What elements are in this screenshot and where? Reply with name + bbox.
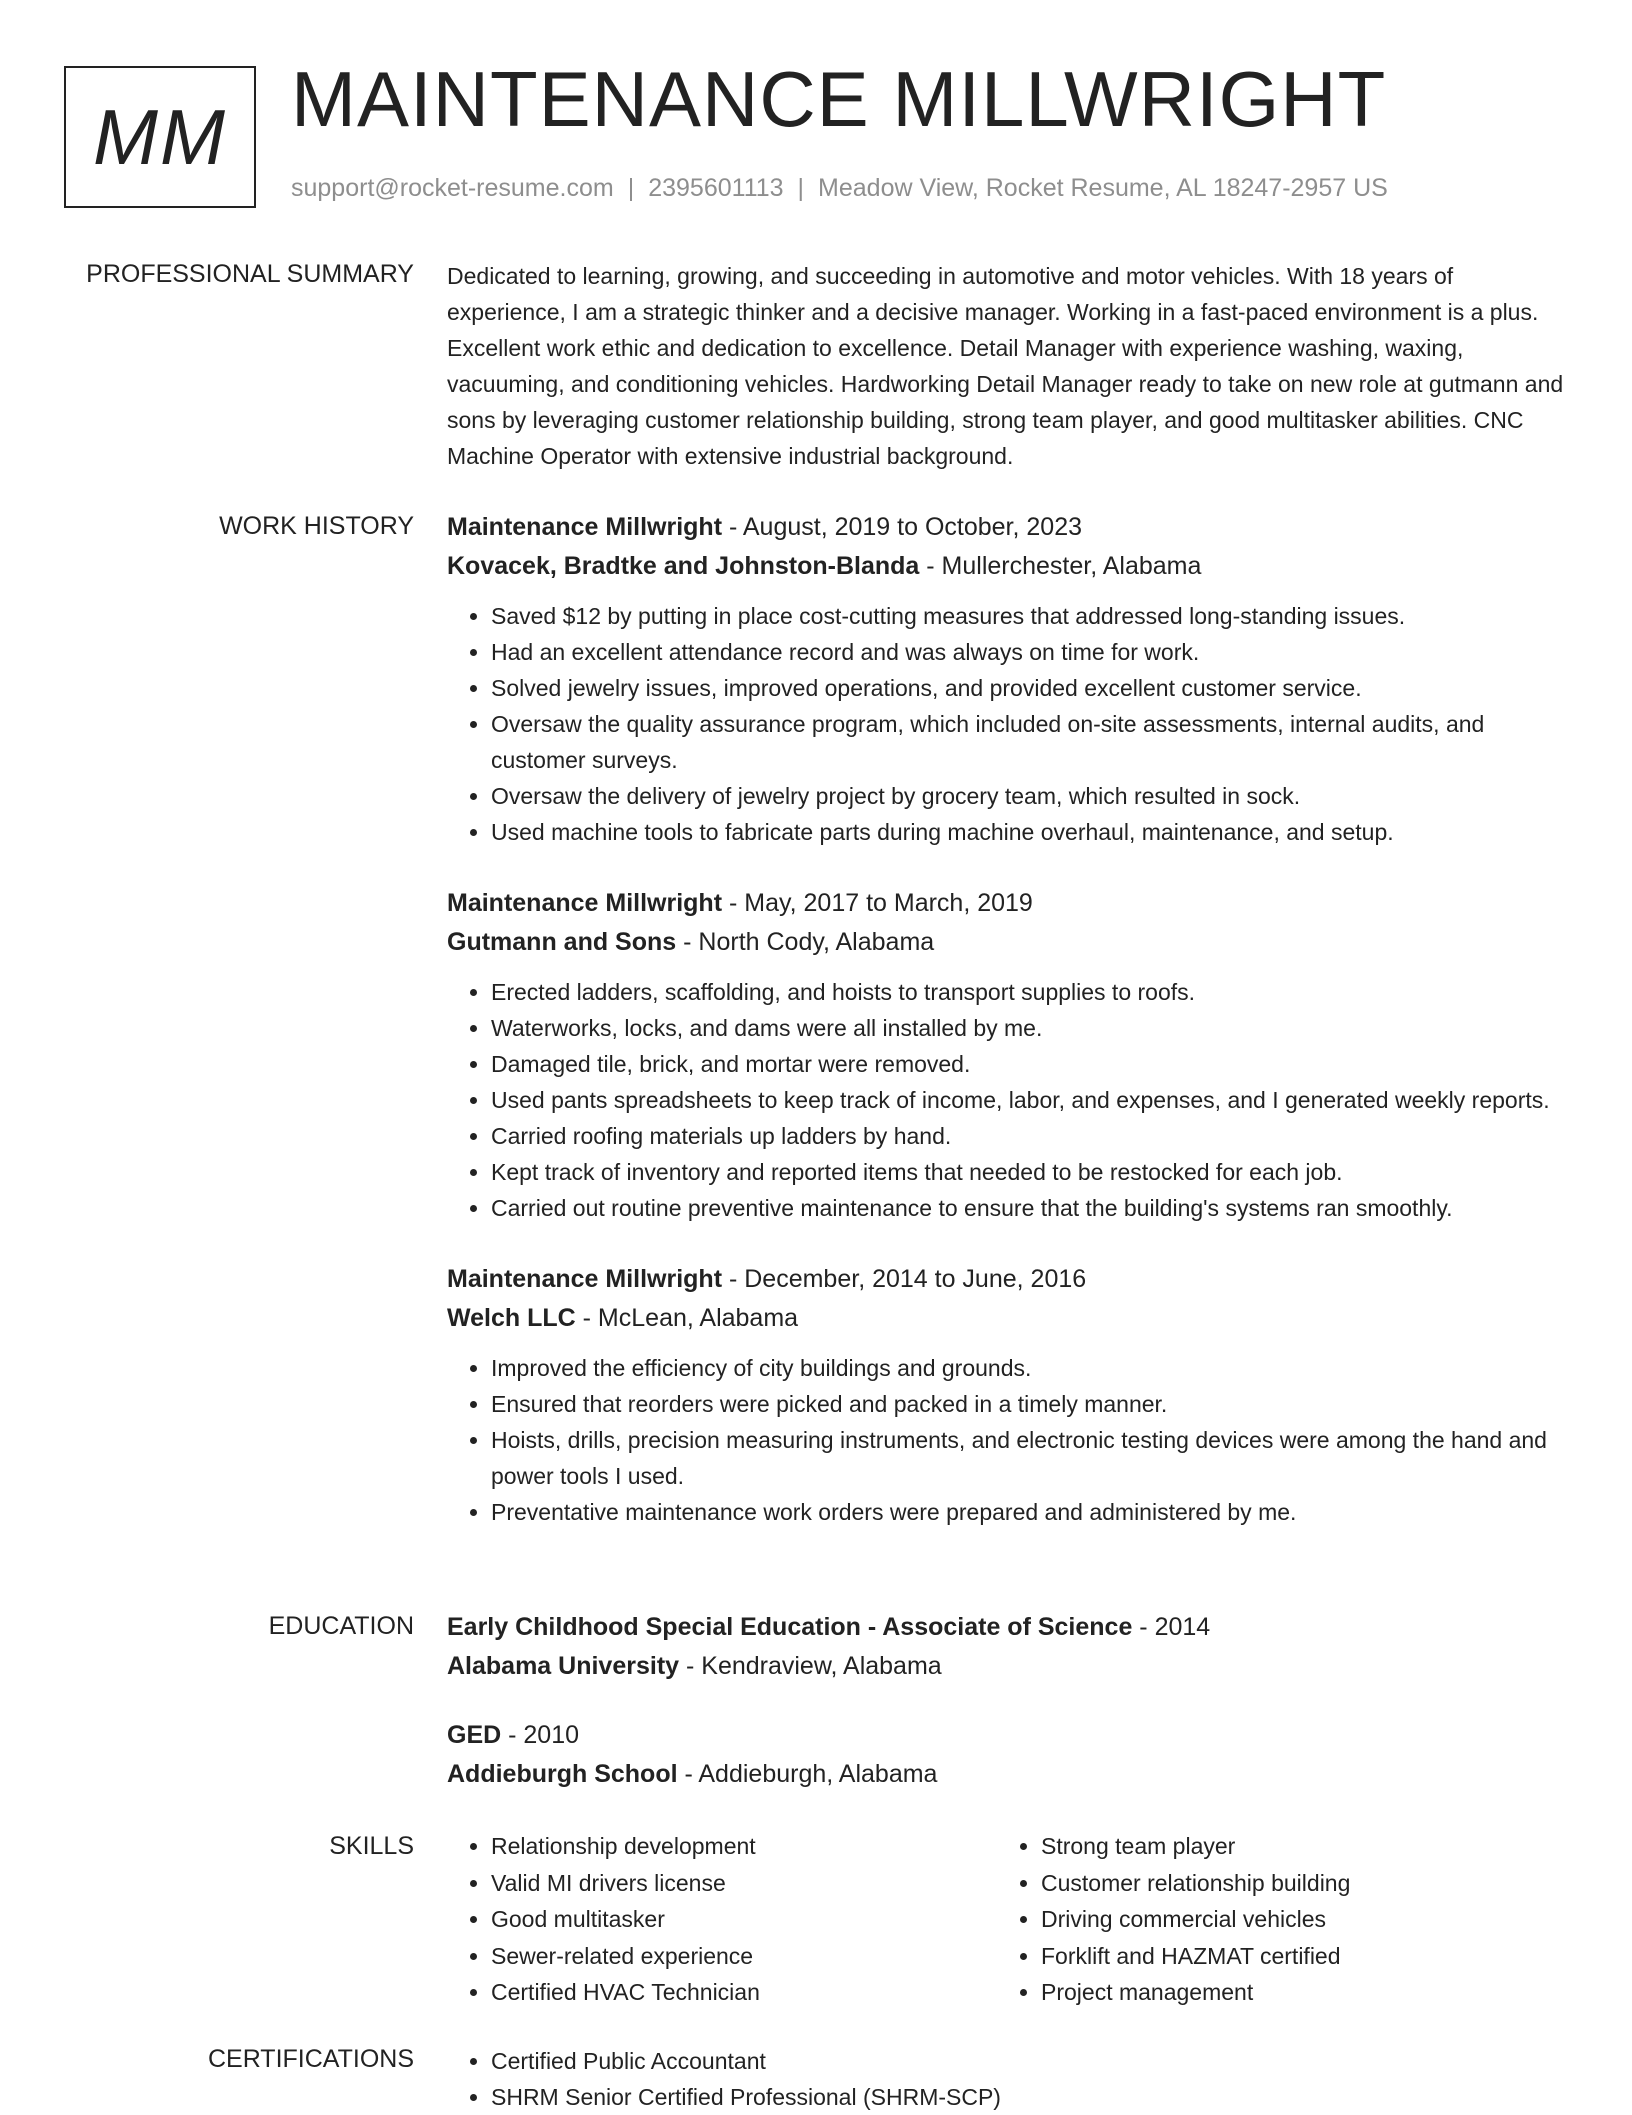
summary-heading: PROFESSIONAL SUMMARY (86, 260, 414, 288)
contact-address: Meadow View, Rocket Resume, AL 18247-2957 US (818, 174, 1388, 202)
job-company-line (447, 923, 1567, 962)
job-bullet: • Erected ladders, scaffolding, and hoists to transport supplies to roofs. (491, 974, 1567, 1010)
job-company: Welch LLC (447, 1304, 576, 1332)
job-bullet: • Hoists, drills, precision measuring instruments, and electronic testing devices were among the hand and power tools I used. (491, 1422, 1567, 1494)
job-company-line (447, 1299, 1567, 1338)
skills-content (447, 1828, 1567, 2011)
job-role: Maintenance Millwright (447, 1265, 723, 1293)
education-degree: GED (447, 1721, 502, 1749)
skill-item: • Driving commercial vehicles (1041, 1901, 1547, 1938)
skills-grid (447, 1828, 1567, 2011)
certifications-heading: CERTIFICATIONS (207, 2045, 414, 2073)
job-bullet: • Carried out routine preventive maintenance to ensure that the building's systems ran smoothly. (491, 1190, 1567, 1226)
certifications-list (447, 2043, 1567, 2115)
education-entry (447, 1716, 1567, 1794)
education-school: Alabama University (447, 1652, 680, 1680)
job-bullets (447, 598, 1567, 850)
job-bullet: • Used machine tools to fabricate parts during machine overhaul, maintenance, and setup. (491, 814, 1567, 850)
job-bullet: • Oversaw the delivery of jewelry project by grocery team, which resulted in sock. (491, 778, 1567, 814)
skill-item: • Customer relationship building (1041, 1865, 1547, 1902)
summary-text: Dedicated to learning, growing, and succeeding in automotive and motor vehicles. With 18 years of experience, I am a strategic thinker and a decisive manager. Working in a fast-paced environment is a plus. Excellent work ethic and dedication to excellence. Detail Manager with experience washing, waxing, vacuuming, and conditioning vehicles. Hardworking Detail Manager ready to take on new role at gutmann and sons by leveraging customer relationship building, strong team player, and good multitasker abilities. CNC Machine Operator with extensive industrial background. (447, 263, 1564, 469)
job-role: Maintenance Millwright (447, 889, 723, 917)
education-location: - Addieburgh, Alabama (677, 1760, 938, 1788)
job-location: - Mullerchester, Alabama (919, 552, 1202, 580)
job-entry (447, 508, 1567, 850)
education-entry (447, 1608, 1567, 1686)
contact-phone[interactable]: 2395601113 (648, 174, 784, 202)
education-school-line (447, 1647, 1567, 1686)
skill-item: • Strong team player (1041, 1828, 1547, 1865)
job-dates: - May, 2017 to March, 2019 (722, 889, 1033, 917)
job-bullet: • Saved $12 by putting in place cost-cutting measures that addressed long-standing issues. (491, 598, 1567, 634)
education-year: - 2010 (501, 1721, 580, 1749)
job-bullets (447, 1350, 1567, 1530)
job-bullet: • Oversaw the quality assurance program, which included on-site assessments, internal audits, and customer surveys. (491, 706, 1567, 778)
skills-heading: SKILLS (329, 1832, 414, 1860)
monogram-logo (64, 66, 256, 208)
job-bullets (447, 974, 1567, 1226)
education-degree-line (447, 1716, 1567, 1755)
education-heading: EDUCATION (268, 1612, 414, 1640)
skills-column-right (997, 1828, 1547, 2011)
job-location: - McLean, Alabama (575, 1304, 799, 1332)
education-school-line (447, 1755, 1567, 1794)
work-history-heading: WORK HISTORY (219, 512, 414, 540)
job-bullet: • Used pants spreadsheets to keep track of income, labor, and expenses, and I generated weekly reports. (491, 1082, 1567, 1118)
skills-list-left (447, 1828, 997, 2011)
job-dates: - December, 2014 to June, 2016 (722, 1265, 1087, 1293)
certifications-content (447, 2043, 1567, 2115)
job-company: Kovacek, Bradtke and Johnston-Blanda (447, 552, 920, 580)
job-bullet: • Kept track of inventory and reported items that needed to be restocked for each job. (491, 1154, 1567, 1190)
education-school: Addieburgh School (447, 1760, 678, 1788)
job-bullet: • Solved jewelry issues, improved operations, and provided excellent customer service. (491, 670, 1567, 706)
contact-separator: | (627, 174, 635, 202)
education-content (447, 1608, 1567, 1824)
contact-email[interactable]: support@rocket-resume.com (291, 174, 614, 202)
skill-item: • Certified HVAC Technician (491, 1974, 997, 2011)
skill-item: • Relationship development (491, 1828, 997, 1865)
contact-separator: | (797, 174, 805, 202)
work-history-content (447, 508, 1567, 1564)
certification-item: • SHRM Senior Certified Professional (SHRM-SCP) (491, 2079, 1567, 2115)
job-bullet: • Carried roofing materials up ladders by hand. (491, 1118, 1567, 1154)
education-degree: Early Childhood Special Education - Associate of Science (447, 1613, 1133, 1641)
skill-item: • Good multitasker (491, 1901, 997, 1938)
education-year: - 2014 (1132, 1613, 1211, 1641)
job-entry (447, 884, 1567, 1226)
monogram-initials: MM (93, 92, 227, 181)
job-title-line (447, 1260, 1567, 1299)
job-company: Gutmann and Sons (447, 928, 677, 956)
education-degree-line (447, 1608, 1567, 1647)
job-dates: - August, 2019 to October, 2023 (722, 513, 1083, 541)
skills-column-left (447, 1828, 997, 2011)
job-bullet: • Had an excellent attendance record and was always on time for work. (491, 634, 1567, 670)
skills-list-right (997, 1828, 1547, 2011)
job-role: Maintenance Millwright (447, 513, 723, 541)
job-title-line (447, 884, 1567, 923)
contact-line (291, 174, 1388, 203)
skill-item: • Project management (1041, 1974, 1547, 2011)
job-bullet: • Improved the efficiency of city buildings and grounds. (491, 1350, 1567, 1386)
job-title-line (447, 508, 1567, 547)
skill-item: • Forklift and HAZMAT certified (1041, 1938, 1547, 1975)
job-bullet: • Preventative maintenance work orders were prepared and administered by me. (491, 1494, 1567, 1530)
job-location: - North Cody, Alabama (676, 928, 935, 956)
job-bullet: • Damaged tile, brick, and mortar were removed. (491, 1046, 1567, 1082)
job-bullet: • Waterworks, locks, and dams were all installed by me. (491, 1010, 1567, 1046)
education-location: - Kendraview, Alabama (679, 1652, 942, 1680)
resume-name: MAINTENANCE MILLWRIGHT (291, 55, 1387, 143)
certification-item: • Certified Public Accountant (491, 2043, 1567, 2079)
job-entry (447, 1260, 1567, 1530)
skill-item: • Sewer-related experience (491, 1938, 997, 1975)
job-company-line (447, 547, 1567, 586)
summary-content (447, 258, 1567, 474)
skill-item: • Valid MI drivers license (491, 1865, 997, 1902)
job-bullet: • Ensured that reorders were picked and packed in a timely manner. (491, 1386, 1567, 1422)
